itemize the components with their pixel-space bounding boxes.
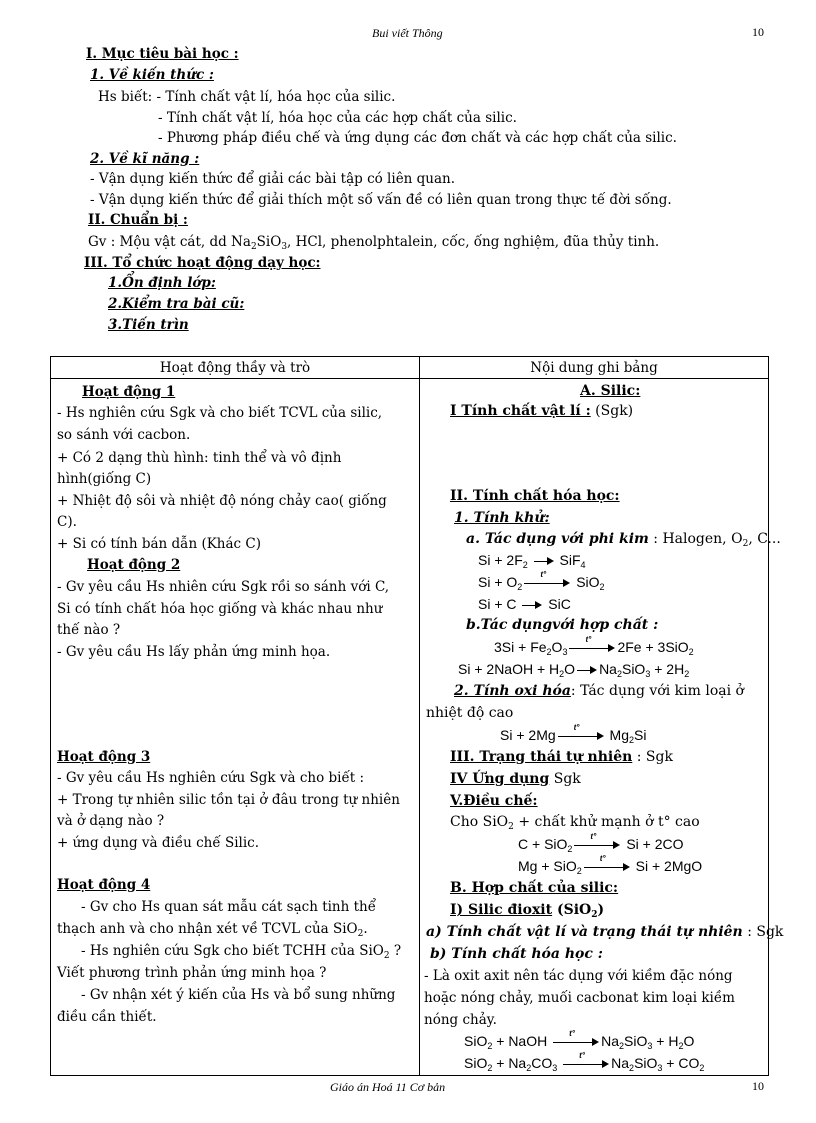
reaction-si-c: Si + C SiC [478,596,571,612]
footer-title: Giáo án Hoá 11 Cơ bản [330,1080,446,1094]
activity-2-line: thế nào ? [57,622,121,638]
activity-1-line: hình(giống C) [57,471,152,487]
reducing-heading: 1. Tính khử: [454,510,550,526]
knowledge-1: Hs biết: - Tính chất vật lí, hóa học của silic. [98,89,396,105]
skill-2: - Vận dụng kiến thức để giải thích một số vấn đề có liên quan trong thực tế đời sống. [90,192,672,208]
arrow-icon [577,665,597,675]
activity-4-line: - Gv cho Hs quan sát mẫu cát sạch tinh thể [81,899,377,915]
activity-2-line: - Gv yêu cầu Hs nhiên cứu Sgk rồi so sánh với C, [57,579,390,595]
reaction-sio2-na2co3: $SiO_2 + Na_2CO_3$ t° $Na_2SiO_3 + CO_2$ [464,1051,705,1073]
reaction-si-f2: $Si + 2F_2$ SiF$_4$ [478,552,586,570]
heat-arrow-icon: t° [584,862,630,872]
part-a-title: A. Silic: [580,383,641,399]
lesson-table [50,356,784,1076]
silicon-dioxide-heading: I) Silic đioxit (SiO$_2$) [450,902,605,920]
reaction-sio2-naoh: SiO$_2$ + NaOH t° $Na_2SiO_3 + H_2O$ [464,1029,695,1051]
activity-4-line: - Hs nghiên cứu Sgk cho biết TCHH của SiO$_2$ ? [81,943,402,961]
part-b-title: B. Hợp chất của silic: [450,880,619,896]
section-objectives: I. Mục tiêu bài học : [86,46,239,62]
step-check-old-lesson: 2.Kiểm tra bài cũ: [108,296,245,312]
preparation-line: Cho SiO$_2$ + chất khử mạnh ở t° cao [450,814,700,832]
activity-1-line: + Có 2 dạng thù hình: tinh thể và vô định [57,450,342,466]
activity-4-line: thạch anh và cho nhận xét về TCVL của SiO$_2$. [57,921,368,939]
dioxide-chemical-line: - Là oxit axit nên tác dụng với kiềm đặc nóng [424,968,733,984]
step-class-stabilization: 1.Ổn định lớp: [108,275,216,291]
oxidizing-line-2: nhiệt độ cao [426,705,514,721]
section-organization: III. Tổ chức hoạt động dạy học: [84,255,321,271]
activity-3-line: + Trong tự nhiên silic tồn tại ở đâu trong tự nhiên [57,792,400,808]
knowledge-2: - Tính chất vật lí, hóa học của các hợp chất của silic. [158,110,517,126]
reaction-si-naoh: Si + 2NaOH + $H_2O$ $Na_2SiO_3 + 2H_2$ [458,661,690,679]
activity-1-line: + Si có tính bán dẫn (Khác C) [57,536,261,552]
reaction-si-fe2o3: $3Si + Fe_2O_3$ t° 2Fe + 3SiO$_2$ [494,635,694,657]
header-author: Bui viết Thông [372,26,443,40]
knowledge-3: - Phương pháp điều chế và ứng dụng các đơn chất và các hợp chất của silic. [158,130,677,146]
heat-arrow-icon: t° [558,731,604,741]
physical-properties: I Tính chất vật lí : (Sgk) [450,403,634,419]
activity-4-line: điều cần thiết. [57,1009,157,1025]
activity-1-line: - Hs nghiên cứu Sgk và cho biết TCVL của silic, [57,405,383,421]
heat-arrow-icon: t° [569,643,615,653]
column-header-activities: Hoạt động thầy và trò [51,357,420,379]
dioxide-chemical-heading: b) Tính chất hóa học : [430,946,603,962]
reaction-c-sio2: C + SiO$_2$ t° Si + 2CO [518,832,684,854]
activity-4-title: Hoạt động 4 [57,877,151,893]
dioxide-chemical-line: nóng chảy. [424,1012,497,1028]
reaction-si-mg: Si + 2Mg t° $Mg_2Si$ [500,723,647,745]
dioxide-chemical-line: hoặc nóng chảy, muối cacbonat kim loại kiềm [424,990,735,1006]
activity-2-line: Si có tính chất hóa học giống và khác nhau như [57,601,383,617]
applications: IV Ứng dụng Sgk [450,771,581,787]
heading-skills: 2. Về kĩ năng : [90,151,200,167]
arrow-icon [534,556,554,566]
activity-1-title: Hoạt động 1 [82,384,176,400]
reaction-mg-sio2: Mg + SiO$_2$ t° Si + 2MgO [518,854,703,876]
board-content-cell [420,379,784,1076]
heat-arrow-icon: t° [563,1059,609,1069]
activity-1-line: + Nhiệt độ sôi và nhiệt độ nóng chảy cao( giống [57,493,387,509]
activity-3-line: - Gv yêu cầu Hs nghiên cứu Sgk và cho biết : [57,770,365,786]
activity-2-title: Hoạt động 2 [87,557,181,573]
natural-state: III. Trạng thái tự nhiên : Sgk [450,749,673,765]
heat-arrow-icon: t° [553,1037,599,1047]
section-preparation: II. Chuẩn bị : [88,212,188,228]
step-progress: 3.Tiến trìn [108,317,189,333]
preparation-heading: V.Điều chế: [450,793,538,809]
activity-4-line: Viết phương trình phản ứng minh họa ? [57,965,327,981]
with-compounds: b.Tác dụngvới hợp chất : [466,617,659,633]
activity-1-line: so sánh với cacbon. [57,427,191,443]
with-nonmetals: a. Tác dụng với phi kim : Halogen, $O_2$, C... [466,531,781,549]
arrow-icon [522,600,542,610]
dioxide-physical: a) Tính chất vật lí và trạng thái tự nhiên : Sgk [426,924,784,940]
preparation-text: Gv : Mộu vật cát, dd $Na_2SiO_3$, HCl, phenolphtalein, cốc, ống nghiệm, đũa thủy tinh. [88,234,660,252]
activity-3-line: + ứng dụng và điều chế Silic. [57,835,260,851]
heading-knowledge: 1. Về kiến thức : [90,67,214,83]
header-page-number: 10 [752,25,764,39]
heat-arrow-icon: t° [574,840,620,850]
skill-1: - Vận dụng kiến thức để giải các bài tập có liên quan. [90,171,456,187]
activity-1-line: C). [57,514,77,530]
activity-3-line: và ở dạng nào ? [57,813,165,829]
oxidizing-line: 2. Tính oxi hóa: Tác dụng với kim loại ở [454,683,744,699]
footer-page-number: 10 [752,1079,764,1093]
column-header-board-content: Nội dung ghi bảng [420,357,769,379]
activity-2-line: - Gv yêu cầu Hs lấy phản ứng minh họa. [57,644,331,660]
heat-arrow-icon: t° [524,578,570,588]
activity-4-line: - Gv nhận xét ý kiến của Hs và bổ sung những [81,987,396,1003]
activities-cell [51,379,420,1076]
reaction-si-o2: $Si + O_2$ t° SiO$_2$ [478,570,605,592]
chemical-properties-heading: II. Tính chất hóa học: [450,488,620,504]
activity-3-title: Hoạt động 3 [57,749,151,765]
